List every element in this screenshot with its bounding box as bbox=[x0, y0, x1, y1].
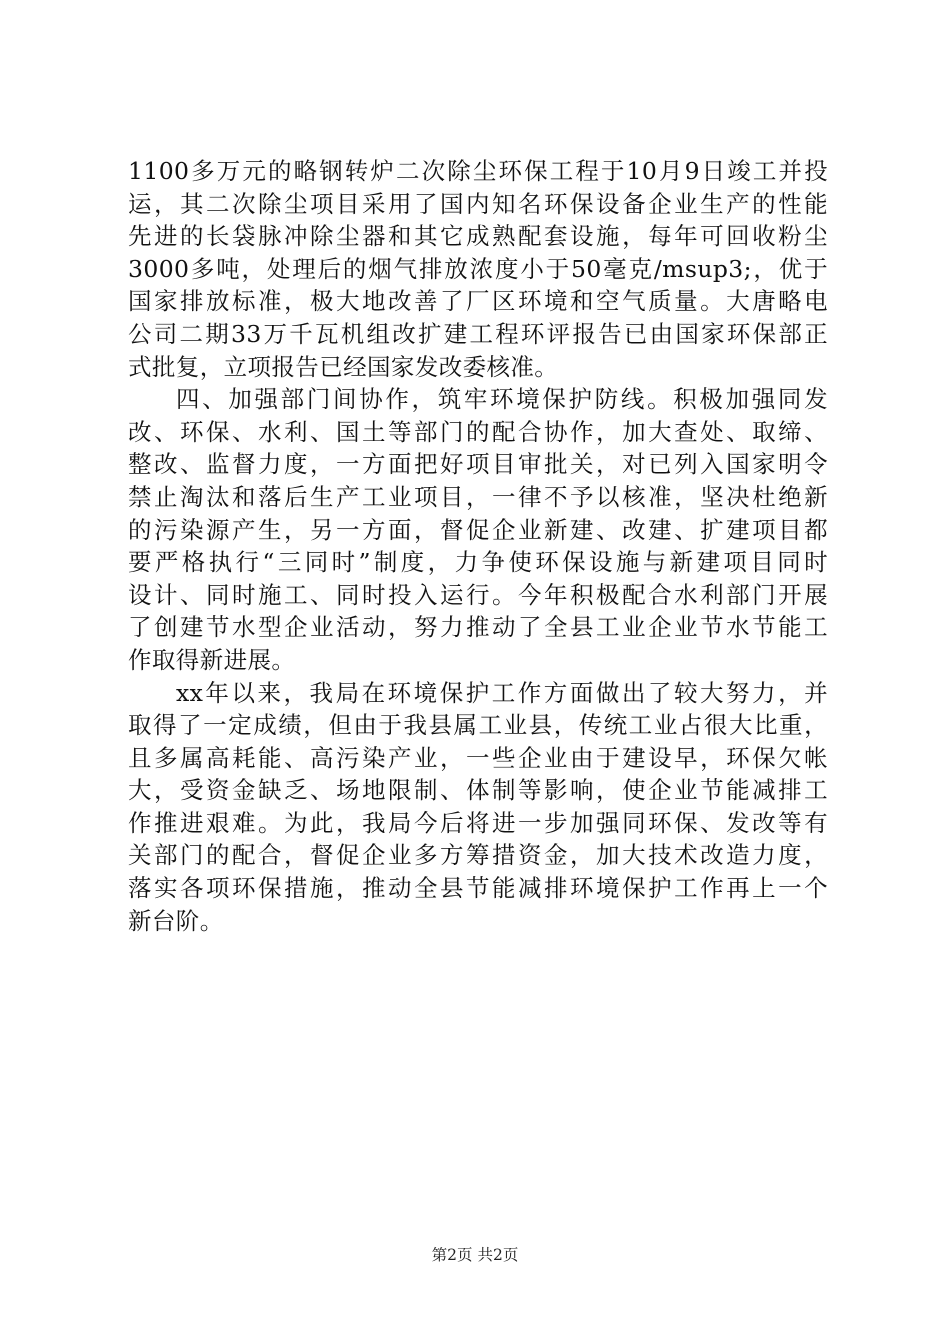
page-footer bbox=[0, 1245, 950, 1265]
page-number-label: 第2页 共2页 bbox=[431, 1246, 519, 1264]
text-line: 运，其二次除尘项目采用了国内知名环保设备企业生产的性能 bbox=[128, 189, 828, 218]
text-line: 的污染源产生，另一方面，督促企业新建、改建、扩建项目都 bbox=[128, 515, 828, 544]
text-line: 落实各项环保措施，推动全县节能减排环境保护工作再上一个 bbox=[128, 874, 828, 903]
text-line: 作推进艰难。为此，我局今后将进一步加强同环保、发改等有 bbox=[128, 808, 828, 837]
text-line: 公司二期33万千瓦机组改扩建工程环评报告已由国家环保部正 bbox=[128, 319, 828, 348]
text-line: 了创建节水型企业活动，努力推动了全县工业企业节水节能工 bbox=[128, 613, 828, 642]
paragraph-start-line: 四、加强部门间协作，筑牢环境保护防线。积极加强同发 bbox=[176, 385, 828, 414]
text-line: 作取得新进展。 bbox=[128, 645, 296, 674]
text-line: 大，受资金缺乏、场地限制、体制等影响，使企业节能减排工 bbox=[128, 776, 828, 805]
text-line: 先进的长袋脉冲除尘器和其它成熟配套设施，每年可回收粉尘 bbox=[128, 222, 828, 251]
text-line: 新台阶。 bbox=[128, 906, 224, 935]
text-line: 禁止淘汰和落后生产工业项目，一律不予以核准，坚决杜绝新 bbox=[128, 482, 828, 511]
text-line: 设计、同时施工、同时投入运行。今年积极配合水利部门开展 bbox=[128, 580, 828, 609]
text-line: 改、环保、水利、国土等部门的配合协作，加大查处、取缔、 bbox=[128, 417, 828, 446]
text-line: 关部门的配合，督促企业多方筹措资金，加大技术改造力度， bbox=[128, 841, 828, 870]
text-line: 取得了一定成绩，但由于我县属工业县，传统工业占很大比重， bbox=[128, 711, 828, 740]
text-line: 要严格执行“三同时”制度，力争使环保设施与新建项目同时 bbox=[128, 548, 828, 577]
document-body bbox=[128, 155, 828, 937]
text-line: 且多属高耗能、高污染产业，一些企业由于建设早，环保欠帐 bbox=[128, 743, 828, 772]
paragraph-start-line: xx年以来，我局在环境保护工作方面做出了较大努力，并 bbox=[176, 678, 828, 707]
text-line: 整改、监督力度，一方面把好项目审批关，对已列入国家明令 bbox=[128, 450, 828, 479]
text-line: 3000多吨，处理后的烟气排放浓度小于50毫克/msup3;，优于 bbox=[128, 254, 828, 283]
text-line: 1100多万元的略钢转炉二次除尘环保工程于10月9日竣工并投 bbox=[128, 157, 828, 185]
text-line: 式批复，立项报告已经国家发改委核准。 bbox=[128, 352, 559, 381]
text-line: 国家排放标准，极大地改善了厂区环境和空气质量。大唐略电 bbox=[128, 287, 828, 316]
